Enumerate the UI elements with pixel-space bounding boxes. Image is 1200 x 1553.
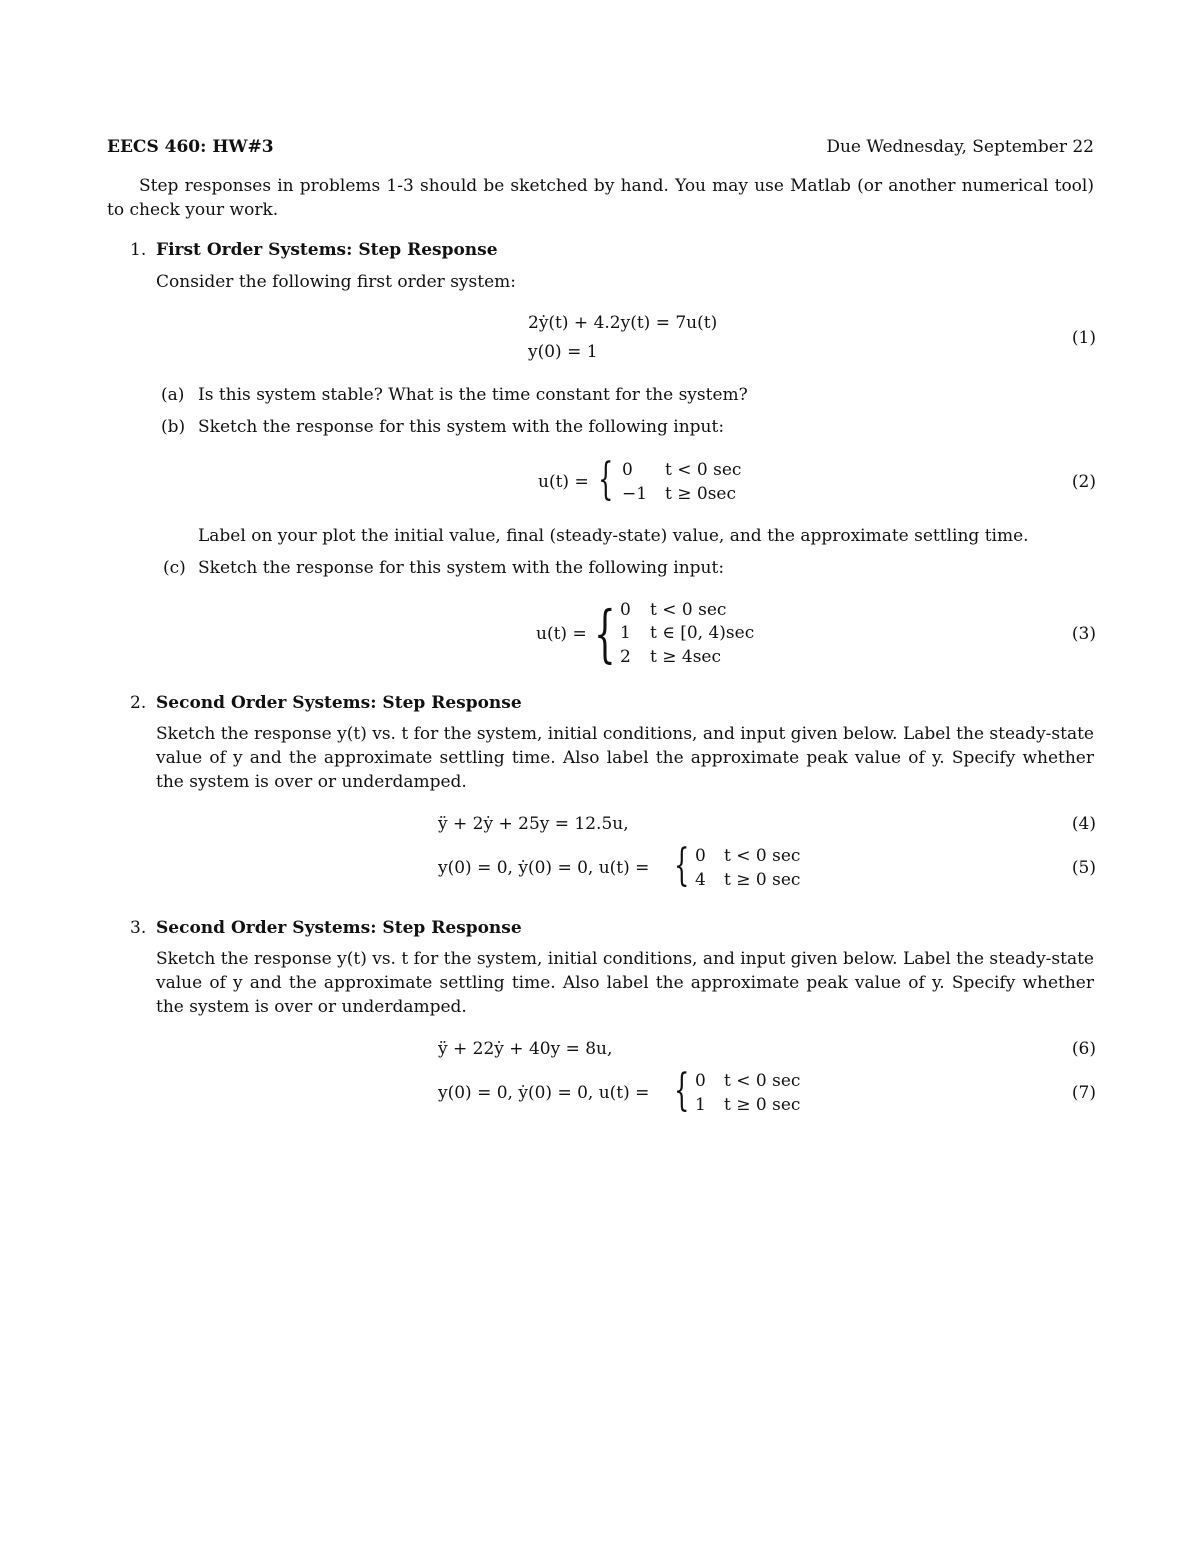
equation-2-case-2-condition: t ≥ 0sec bbox=[665, 484, 737, 504]
equation-5-case-1-value: 0 bbox=[695, 846, 706, 866]
problem-1-lead: Consider the following first order system: bbox=[156, 272, 516, 292]
equation-1-line-1: 2ẏ(t) + 4.2y(t) = 7u(t) bbox=[528, 313, 718, 333]
equation-3-case-3-value: 2 bbox=[620, 647, 631, 667]
equation-2-lhs: u(t) = bbox=[538, 472, 589, 492]
equation-3-case-1-value: 0 bbox=[620, 600, 631, 620]
problem-1-number: 1. bbox=[130, 240, 147, 260]
equation-4: ÿ + 2ẏ + 25y = 12.5u, bbox=[438, 814, 629, 834]
equation-2-number: (2) bbox=[1071, 472, 1096, 492]
document-title: EECS 460: HW#3 bbox=[107, 137, 274, 157]
equation-7-lhs: y(0) = 0, ẏ(0) = 0, u(t) = bbox=[438, 1083, 650, 1103]
equation-7-case-1-condition: t < 0 sec bbox=[724, 1071, 801, 1091]
problem-3-number: 3. bbox=[130, 918, 147, 938]
problem-3-text: Sketch the response y(t) vs. t for the system, initial conditions, and input given below. Label the steady-state value of y and the approximate settling time. Also label the approximate peak value of y. Specify whether the system is over or underdamped. bbox=[156, 949, 1094, 1017]
equation-5-case-2-value: 4 bbox=[695, 870, 706, 890]
part-a-label: (a) bbox=[161, 385, 185, 405]
part-c-text: Sketch the response for this system with the following input: bbox=[198, 558, 725, 578]
equation-3-brace: { bbox=[594, 597, 616, 670]
problem-3-heading: Second Order Systems: Step Response bbox=[156, 918, 522, 938]
equation-6-number: (6) bbox=[1071, 1039, 1096, 1059]
part-b-note: Label on your plot the initial value, final (steady-state) value, and the approximate settling time. bbox=[198, 526, 1029, 546]
due-date: Due Wednesday, September 22 bbox=[826, 137, 1094, 157]
part-a-text: Is this system stable? What is the time constant for the system? bbox=[198, 385, 748, 405]
equation-5-case-2-condition: t ≥ 0 sec bbox=[724, 870, 801, 890]
problem-1-heading: First Order Systems: Step Response bbox=[156, 240, 498, 260]
equation-7-brace: { bbox=[674, 1065, 690, 1116]
equation-2-case-2-value: −1 bbox=[622, 484, 648, 504]
equation-7-case-2-condition: t ≥ 0 sec bbox=[724, 1095, 801, 1115]
equation-3-number: (3) bbox=[1071, 624, 1096, 644]
equation-3-lhs: u(t) = bbox=[536, 624, 587, 644]
problem-2-heading: Second Order Systems: Step Response bbox=[156, 693, 522, 713]
problem-2-number: 2. bbox=[130, 693, 147, 713]
equation-1-line-2: y(0) = 1 bbox=[528, 342, 598, 362]
equation-3-case-2-condition: t ∈ [0, 4)sec bbox=[650, 623, 755, 643]
equation-3-case-1-condition: t < 0 sec bbox=[650, 600, 727, 620]
equation-2-brace: { bbox=[598, 454, 614, 505]
equation-5-brace: { bbox=[674, 840, 690, 891]
part-b-text: Sketch the response for this system with the following input: bbox=[198, 417, 725, 437]
equation-7-case-2-value: 1 bbox=[695, 1095, 706, 1115]
equation-3-case-3-condition: t ≥ 4sec bbox=[650, 647, 722, 667]
part-b-label: (b) bbox=[161, 417, 186, 437]
equation-6: ÿ + 22ẏ + 40y = 8u, bbox=[438, 1039, 613, 1059]
problem-2-text: Sketch the response y(t) vs. t for the system, initial conditions, and input given below. Label the steady-state value of y and the approximate settling time. Also label the approximate peak value of y. Specify whether the system is over or underdamped. bbox=[156, 724, 1094, 792]
equation-2-case-1-value: 0 bbox=[622, 460, 633, 480]
equation-2-case-1-condition: t < 0 sec bbox=[665, 460, 742, 480]
equation-5-case-1-condition: t < 0 sec bbox=[724, 846, 801, 866]
equation-1-number: (1) bbox=[1071, 328, 1096, 348]
part-c-label: (c) bbox=[163, 558, 186, 578]
equation-5-lhs: y(0) = 0, ẏ(0) = 0, u(t) = bbox=[438, 858, 650, 878]
intro-paragraph: Step responses in problems 1-3 should be sketched by hand. You may use Matlab (or another numerical tool) to check your work. bbox=[107, 176, 1094, 220]
equation-3-case-2-value: 1 bbox=[620, 623, 631, 643]
equation-5-number: (5) bbox=[1071, 858, 1096, 878]
equation-7-number: (7) bbox=[1071, 1083, 1096, 1103]
equation-4-number: (4) bbox=[1071, 814, 1096, 834]
equation-7-case-1-value: 0 bbox=[695, 1071, 706, 1091]
